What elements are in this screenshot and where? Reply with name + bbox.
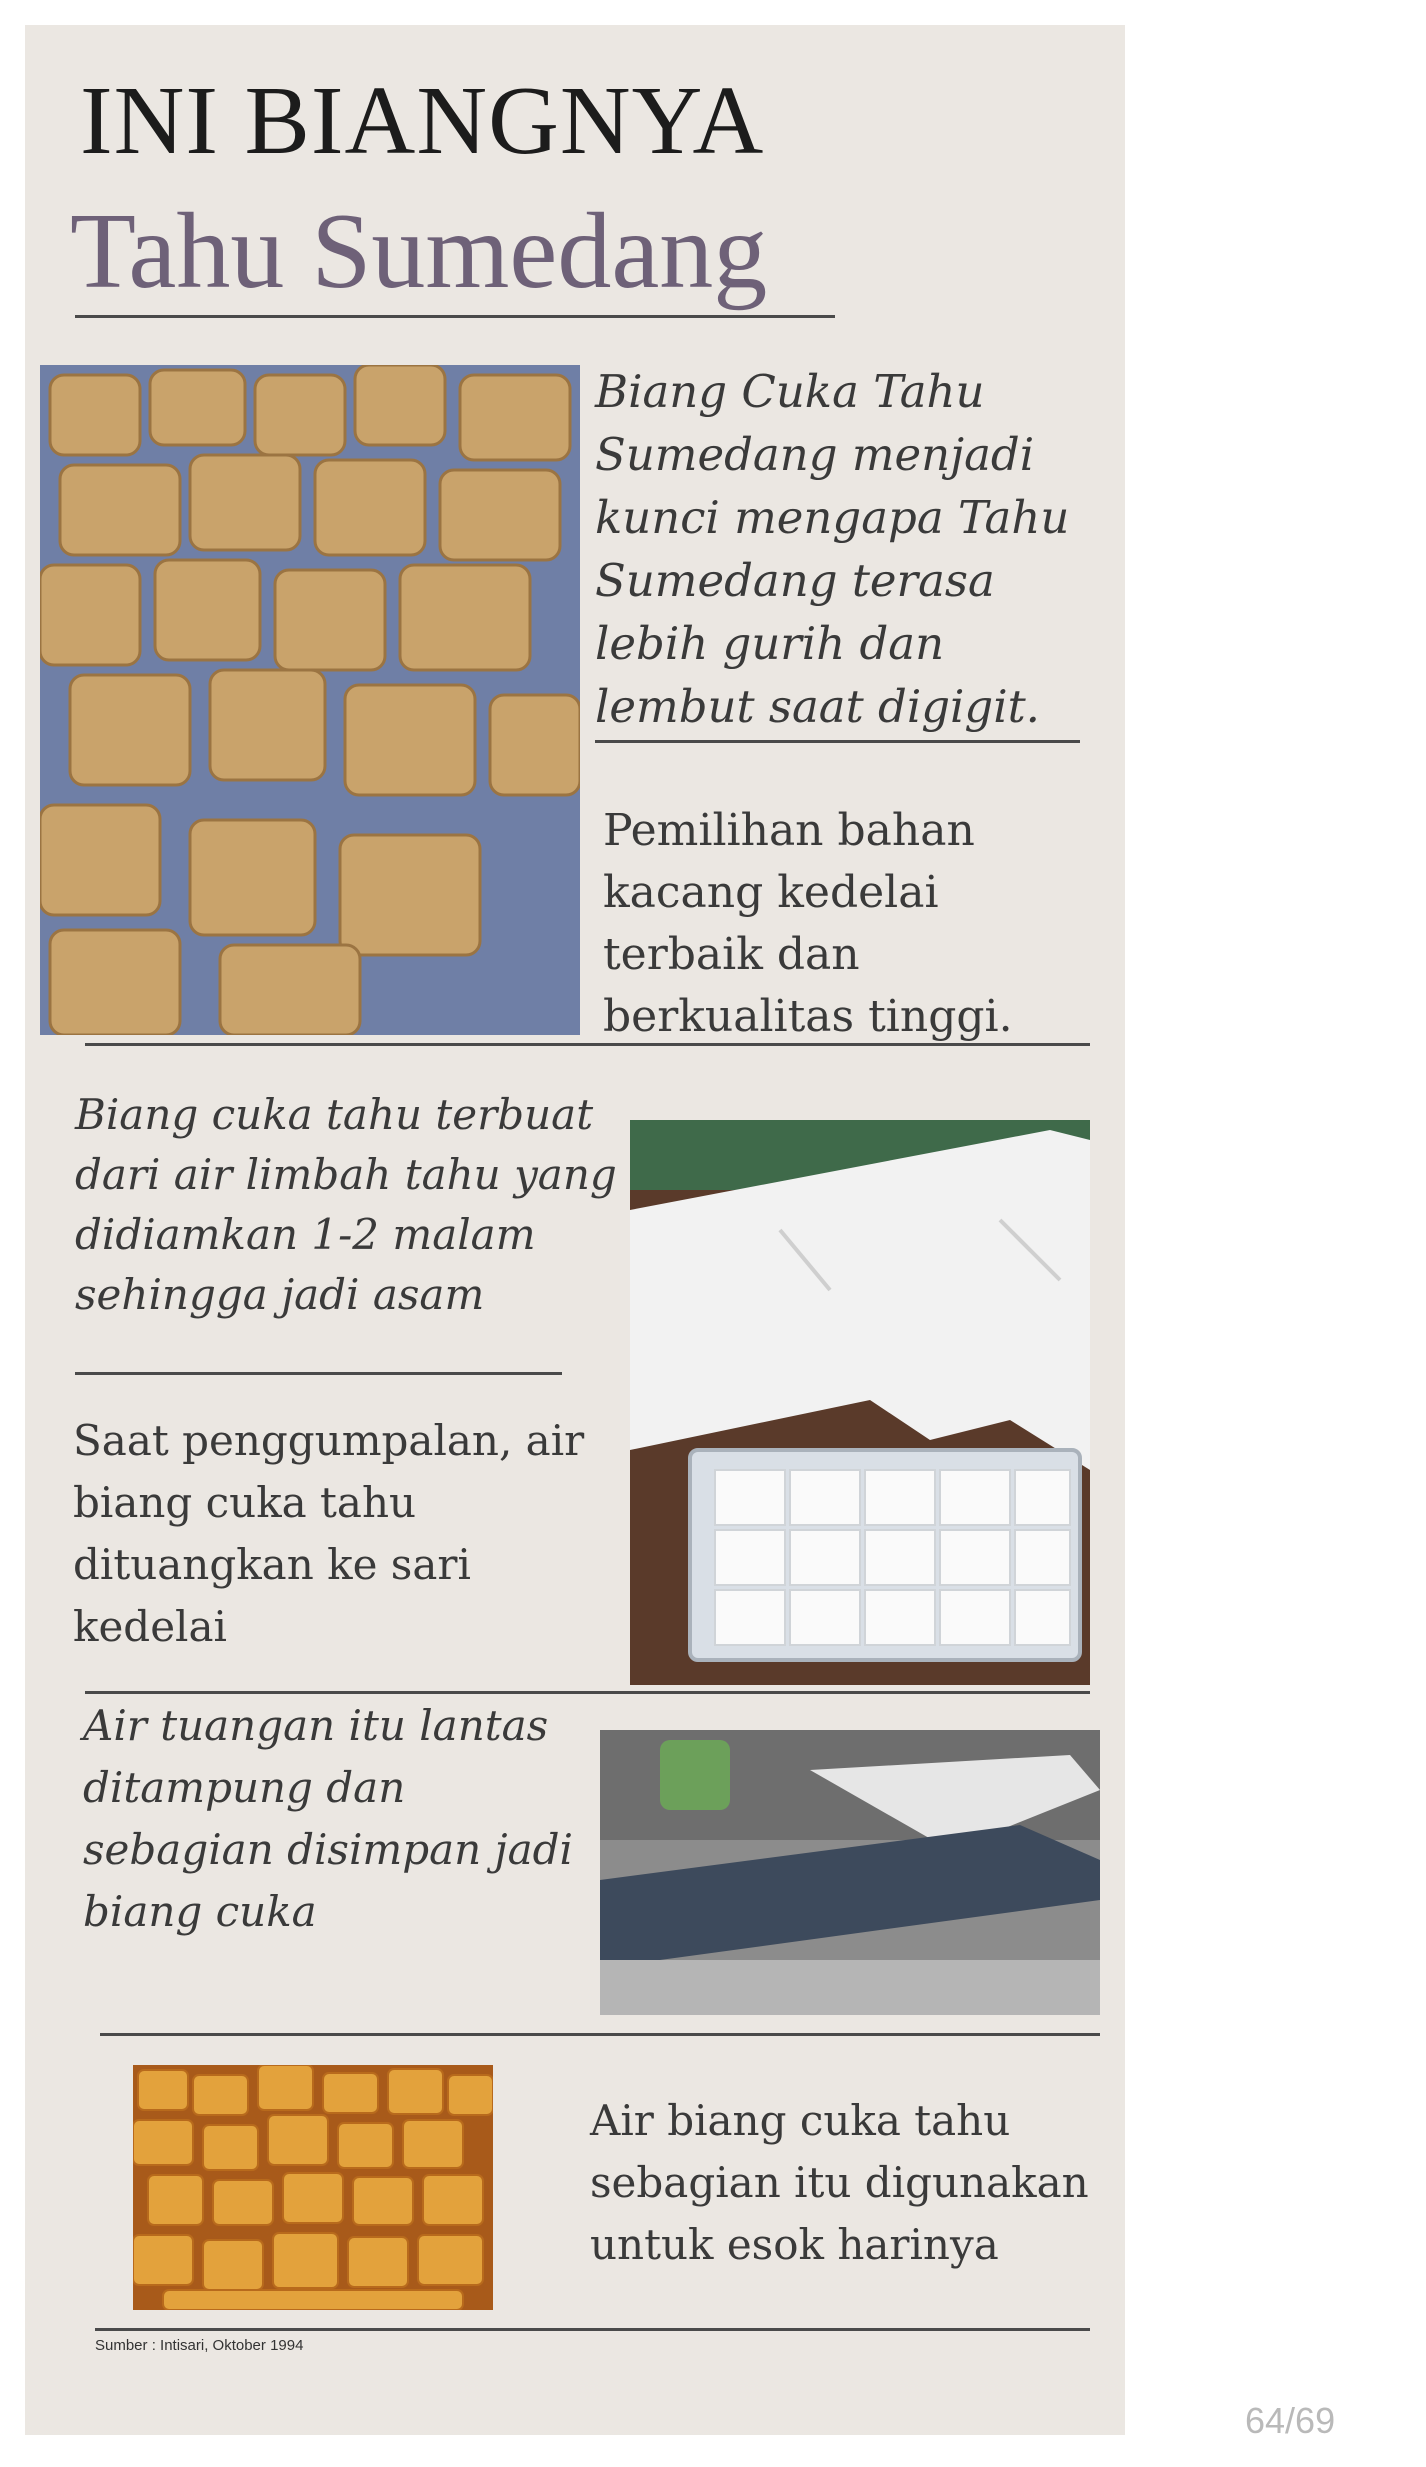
infographic-poster [25, 25, 1125, 2435]
section-6-text: Air biang cuka tahu sebagian itu digunakan untuk esok harinya [590, 2096, 1089, 2269]
title-line-1: INI BIANGNYA [80, 67, 765, 175]
divider-2 [85, 1043, 1090, 1046]
divider-3 [75, 1372, 562, 1375]
white-tofu-photo [630, 1120, 1090, 1685]
divider-4 [85, 1691, 1090, 1694]
fried-tofu-photo [40, 365, 580, 1035]
processing-photo [600, 1730, 1100, 2015]
page-indicator: 64/69 [1245, 2400, 1336, 2441]
divider-1 [595, 740, 1080, 743]
section-2-text: Pemilihan bahan kacang kedelai terbaik dan berkualitas tinggi. [603, 805, 1013, 1042]
section-3-text: Biang cuka tahu terbuat dari air limbah tahu yang didiamkan 1-2 malam sehingga jadi asam [75, 1090, 617, 1319]
section-4-text: Saat penggumpalan, air biang cuka tahu dituangkan ke sari kedelai [73, 1416, 585, 1651]
section-1-text: Biang Cuka Tahu Sumedang menjadi kunci mengapa Tahu Sumedang terasa lebih gurih dan lembut saat digigit. [595, 365, 1070, 733]
tofu-pile-photo [133, 2065, 493, 2310]
source-credit: Sumber : Intisari, Oktober 1994 [95, 2337, 304, 2354]
divider-6 [95, 2328, 1090, 2331]
title-line-2: Tahu Sumedang [70, 192, 768, 311]
title-divider [75, 315, 835, 318]
divider-5 [100, 2033, 1100, 2036]
section-5-text: Air tuangan itu lantas ditampung dan sebagian disimpan jadi biang cuka [83, 1701, 573, 1936]
